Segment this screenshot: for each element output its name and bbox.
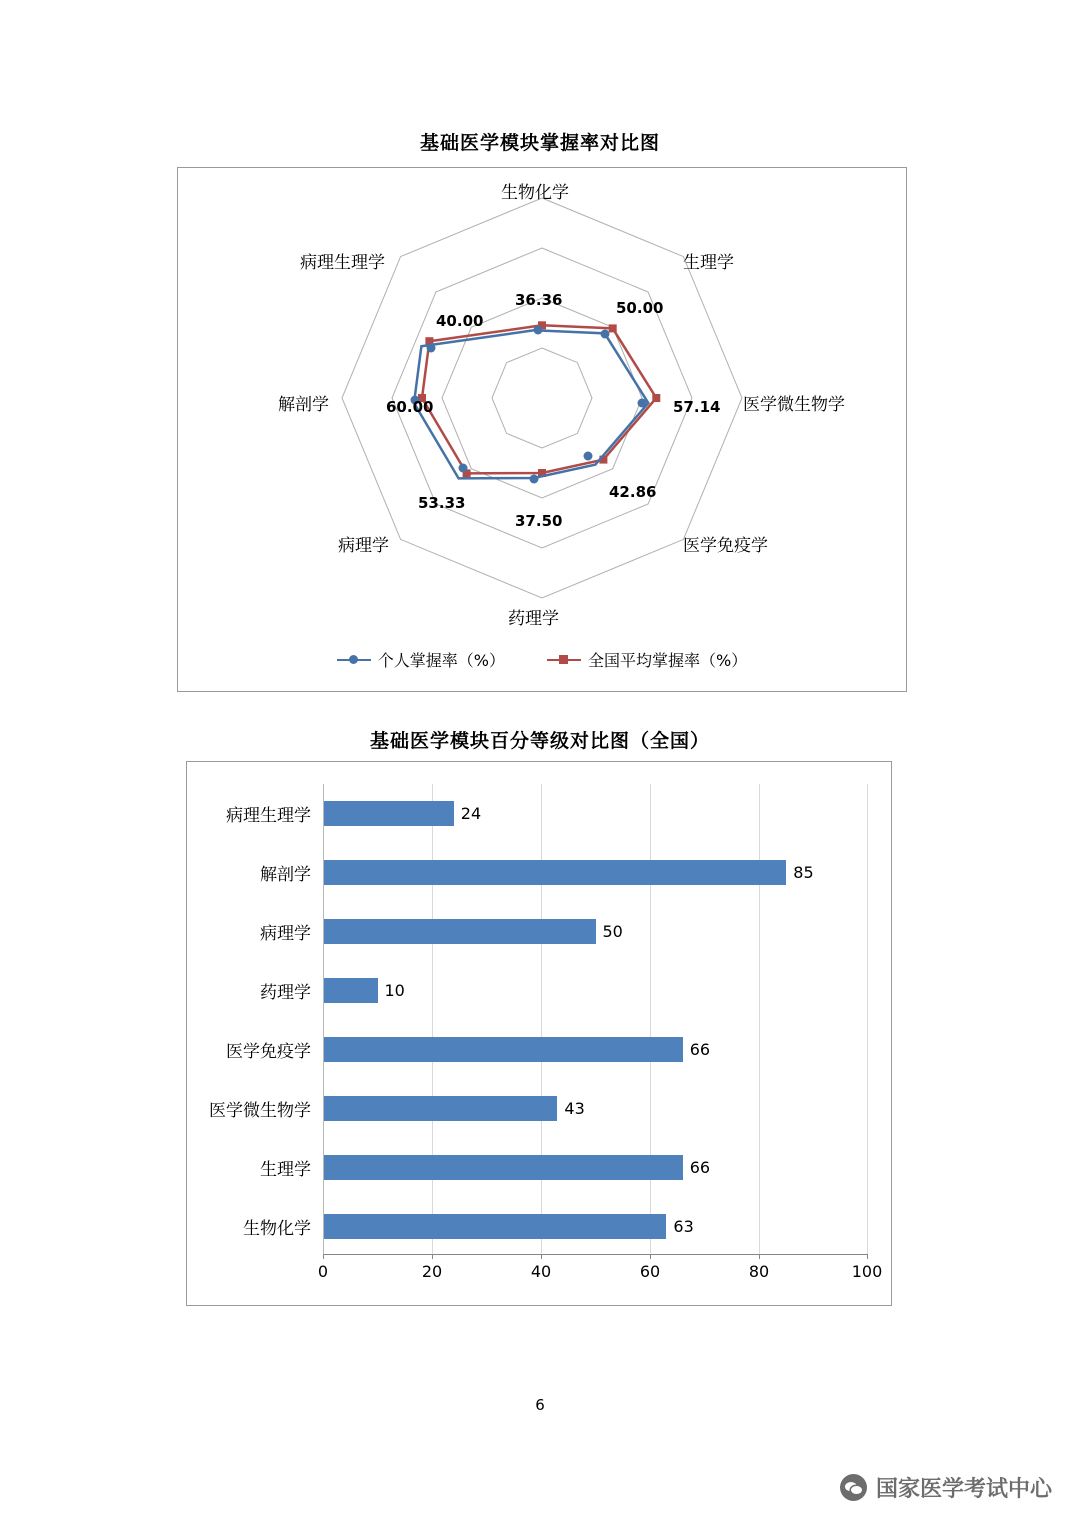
bar-row (226, 784, 868, 843)
radar-value-pathology: 53.33 (418, 494, 466, 512)
radar-axis-label-pathology: 病理学 (338, 536, 389, 556)
x-tick (541, 1254, 542, 1259)
radar-chart-title: 基础医学模块掌握率对比图 (419, 132, 660, 154)
x-tick-label: 20 (421, 1262, 443, 1281)
x-tick-label: 40 (530, 1262, 552, 1281)
x-tick (759, 1254, 760, 1259)
radar-axis-label-immunology: 医学免疫学 (683, 536, 768, 556)
x-tick (867, 1254, 868, 1259)
radar-value-anatomy: 60.00 (386, 398, 434, 416)
bar-value-label: 43 (564, 1099, 585, 1118)
radar-value-immunology: 42.86 (609, 483, 657, 501)
x-tick-label: 0 (317, 1262, 329, 1281)
bar-category-label: 药理学 (260, 983, 311, 1003)
bar-category-label: 医学免疫学 (226, 1042, 311, 1062)
bar-rect[interactable] (323, 1096, 557, 1121)
bar-value-label: 66 (689, 1040, 711, 1059)
legend-item-national[interactable] (547, 648, 747, 671)
bar-rect[interactable] (323, 1214, 666, 1239)
bar-rect[interactable] (323, 919, 596, 944)
x-tick (650, 1254, 651, 1259)
bar-category-label: 生理学 (260, 1160, 311, 1180)
bar-value-label: 85 (793, 863, 814, 882)
radar-value-pharmacology: 37.50 (515, 512, 563, 530)
bar-value-label: 10 (384, 981, 405, 1000)
bar-value-label: 50 (602, 922, 623, 941)
bar-chart-x-axis (317, 1254, 883, 1294)
radar-axis-label-pathophysiology: 病理生理学 (300, 253, 385, 273)
radar-axis-label-pharmacology: 药理学 (508, 609, 559, 629)
bar-category-label: 病理生理学 (226, 806, 311, 826)
watermark (840, 1472, 1052, 1503)
bar-category-label: 病理学 (260, 924, 311, 944)
watermark-label: 国家医学考试中心 (875, 1477, 1052, 1502)
legend-marker-national-icon (547, 659, 581, 661)
bar-rect[interactable] (323, 1155, 683, 1180)
bar-rect[interactable] (323, 801, 454, 826)
radar-value-biochemistry: 36.36 (515, 291, 563, 309)
bar-row (260, 961, 868, 1020)
x-tick (432, 1254, 433, 1259)
legend-label-personal: 个人掌握率（%） (377, 651, 505, 670)
radar-axis-label-microbiology: 医学微生物学 (743, 395, 845, 415)
bar-value-label: 66 (689, 1158, 711, 1177)
radar-legend (178, 648, 906, 671)
radar-value-physiology: 50.00 (616, 299, 664, 317)
bar-value-label: 24 (460, 804, 482, 823)
bar-row (226, 1020, 868, 1079)
bar-row (260, 1138, 868, 1197)
wechat-icon (840, 1474, 867, 1501)
legend-marker-personal-icon (337, 659, 371, 661)
legend-item-personal[interactable] (337, 648, 505, 671)
bar-rect[interactable] (323, 1037, 683, 1062)
page-number: 6 (535, 1396, 545, 1414)
bar-rect[interactable] (323, 978, 378, 1003)
bar-chart-value-axis-line (323, 784, 324, 1254)
bar-value-label: 63 (673, 1217, 694, 1236)
x-tick-label: 80 (748, 1262, 770, 1281)
bar-chart-title: 基础医学模块百分等级对比图（全国） (369, 730, 710, 752)
bar-category-label: 解剖学 (260, 865, 311, 885)
legend-label-national: 全国平均掌握率（%） (588, 651, 748, 670)
bar-row (243, 1197, 868, 1256)
radar-value-microbiology: 57.14 (673, 398, 721, 416)
bar-category-label: 医学微生物学 (209, 1101, 311, 1121)
bar-chart-plot (209, 784, 868, 1254)
x-axis-line (323, 1254, 868, 1255)
bar-row (260, 902, 868, 961)
radar-axis-label-physiology: 生理学 (683, 253, 734, 273)
radar-axis-label-anatomy: 解剖学 (278, 395, 329, 415)
bar-row (209, 1079, 868, 1138)
bar-rect[interactable] (323, 860, 786, 885)
bar-chart-frame (186, 761, 892, 1306)
x-tick-label: 60 (639, 1262, 661, 1281)
bar-category-label: 生物化学 (243, 1219, 311, 1239)
x-tick-label: 100 (851, 1262, 883, 1281)
radar-axis-label-biochemistry: 生物化学 (501, 183, 569, 203)
x-tick (323, 1254, 324, 1259)
radar-value-pathophysiology: 40.00 (436, 312, 484, 330)
radar-chart-frame (177, 167, 907, 692)
bar-row (260, 843, 868, 902)
